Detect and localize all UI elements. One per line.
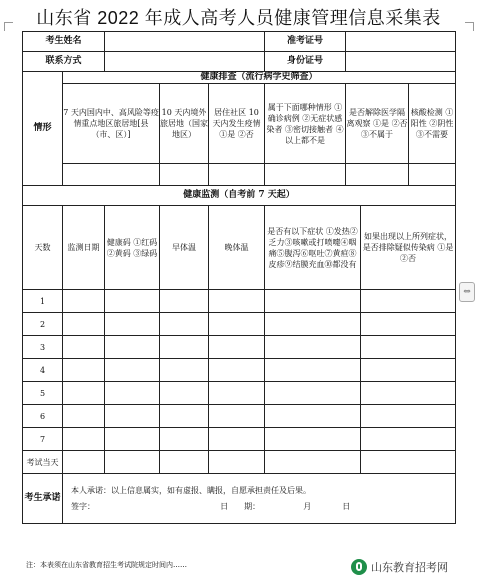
- day-number: 4: [23, 359, 63, 382]
- community-field[interactable]: [209, 164, 265, 186]
- day-number: 3: [23, 336, 63, 359]
- health-info-form: [22, 31, 456, 524]
- date-header: 监测日期: [63, 206, 105, 290]
- risk-area-field[interactable]: [63, 164, 160, 186]
- table-row: [23, 451, 456, 474]
- exam-day-label: 考试当天: [23, 451, 63, 474]
- situation-label: 情形: [23, 72, 63, 186]
- col-case-type-header: 属于下面哪种情形 ①确诊病例 ②无症状感染者 ③密切接触者 ④以上都不是: [265, 84, 346, 164]
- id-number-field[interactable]: [346, 52, 456, 72]
- day-number: 2: [23, 313, 63, 336]
- table-row: [23, 359, 456, 382]
- exam-number-label: 准考证号: [265, 32, 346, 52]
- scroll-handle-icon[interactable]: ⇔: [459, 282, 475, 302]
- table-row: [23, 313, 456, 336]
- table-row: [23, 290, 456, 313]
- footnote: 注：本表须在山东省教育招生考试院规定时间内……: [26, 561, 187, 569]
- health-code-header: 健康码 ①红码 ②黄码 ③绿码: [105, 206, 160, 290]
- signature-label: 签字：: [71, 501, 95, 511]
- day-number: 1: [23, 290, 63, 313]
- overseas-field[interactable]: [160, 164, 209, 186]
- exam-number-field[interactable]: [346, 32, 456, 52]
- watermark: [345, 555, 475, 579]
- monitoring-section-title: 健康监测（自考前 7 天起）: [23, 186, 456, 206]
- case-type-field[interactable]: [265, 164, 346, 186]
- id-number-label: 身份证号: [265, 52, 346, 72]
- contact-label: 联系方式: [23, 52, 105, 72]
- watermark-logo-icon: [351, 559, 367, 575]
- morning-temp-header: 早体温: [160, 206, 209, 290]
- col-risk-area-header: 7 天内国内中、高风险等疫情重点地区旅居地[县（市、区）]: [63, 84, 160, 164]
- table-row: [23, 382, 456, 405]
- signature-line: [63, 499, 455, 515]
- watermark-text: 山东教育招考网: [371, 562, 448, 574]
- day-label: 日: [342, 501, 351, 511]
- screening-section-title: 健康排查（流行病学史筛查）: [63, 72, 456, 84]
- evening-temp-header: 晚体温: [209, 206, 265, 290]
- table-row: [23, 336, 456, 359]
- col-community-header: 居住社区 10 天内发生疫情 ①是 ②否: [209, 84, 265, 164]
- name-field[interactable]: [105, 32, 265, 52]
- page-corner-mark: [4, 22, 13, 31]
- pledge-text: 本人承诺：以上信息属实，如有虚报、瞒报，自愿承担责任及后果。: [71, 485, 311, 495]
- table-row: [23, 428, 456, 451]
- name-label: 考生姓名: [23, 32, 105, 52]
- month-label: 月: [303, 501, 312, 511]
- date-label: 日 期：: [220, 501, 261, 511]
- pledge-cell: [63, 474, 456, 524]
- isolation-field[interactable]: [346, 164, 409, 186]
- infectious-excluded-header: 如果出现以上所列症状，是否排除疑似传染病 ①是 ②否: [361, 206, 456, 290]
- page-corner-mark: [465, 22, 474, 31]
- nucleic-test-field[interactable]: [409, 164, 456, 186]
- day-number: 5: [23, 382, 63, 405]
- symptoms-header: 是否有以下症状 ①发热②乏力③咳嗽或打喷嚏④咽痛⑤腹泻⑥呕吐⑦黄疸⑧皮疹⑨结膜充血⑩都没有: [265, 206, 361, 290]
- day-number: 6: [23, 405, 63, 428]
- page-title: 山东省 2022 年成人高考人员健康管理信息采集表: [36, 8, 441, 28]
- pledge-label: 考生承诺: [23, 474, 63, 524]
- col-nucleic-test-header: 核酸检测 ①阳性 ②阴性 ③不需要: [409, 84, 456, 164]
- col-overseas-header: 10 天内境外旅居地（国家地区）: [160, 84, 209, 164]
- col-isolation-header: 是否解除医学隔离观察 ①是 ②否 ③不属于: [346, 84, 409, 164]
- day-number: 7: [23, 428, 63, 451]
- day-header: 天数: [23, 206, 63, 290]
- contact-field[interactable]: [105, 52, 265, 72]
- table-row: [23, 405, 456, 428]
